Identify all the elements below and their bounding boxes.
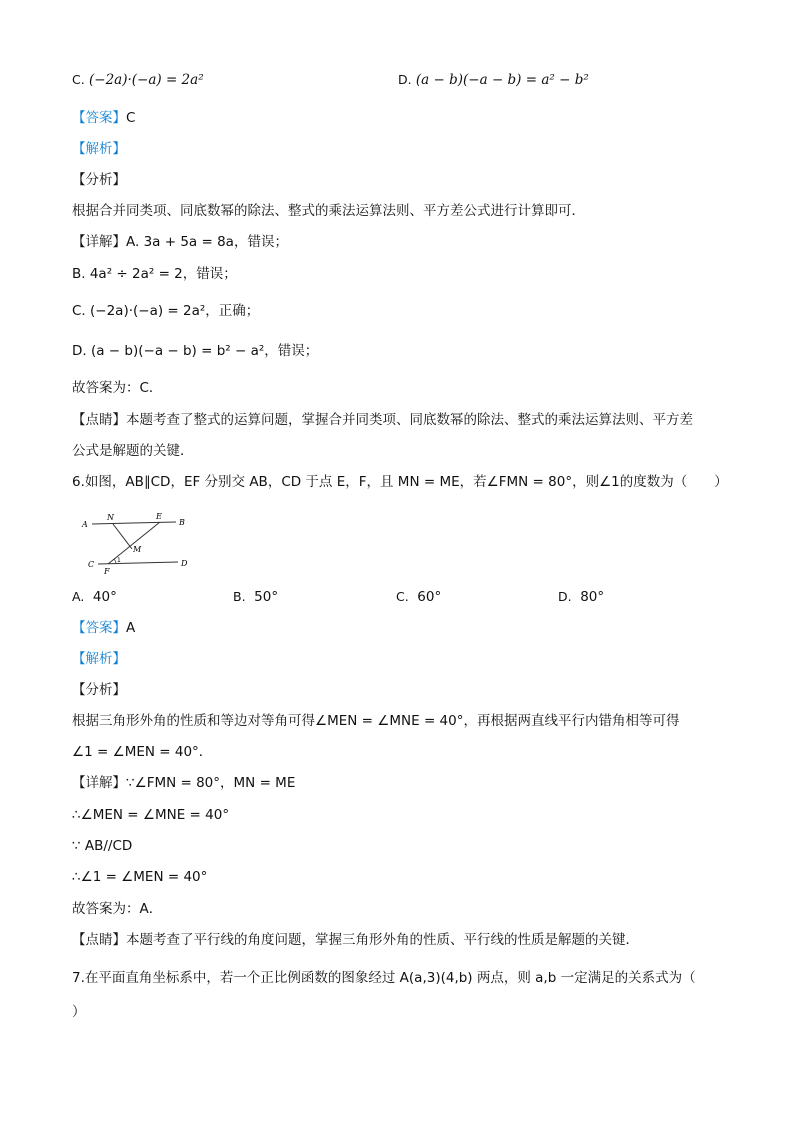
- label-b: B: [179, 518, 185, 527]
- answer-line: [72, 108, 135, 128]
- fenxi-tag: 【分析】: [72, 172, 126, 188]
- q6-option-a: A. 40°: [72, 589, 117, 605]
- line-ab: [92, 522, 176, 524]
- q6-answer-line: [72, 618, 135, 638]
- answer-tag: 【答案】: [72, 110, 126, 126]
- q6-detail-tag: 【详解】: [72, 775, 126, 791]
- line-mn: [113, 524, 132, 549]
- option-d-expr: (a − b)(−a − b) = a² − b²: [415, 72, 589, 88]
- q6-detail-2: ∴∠MEN = ∠MNE = 40°: [72, 807, 230, 823]
- q6-analysis-tag: 【解析】: [72, 651, 126, 667]
- q6-conclusion: 故答案为：A．: [72, 901, 163, 917]
- q6-option-b: B. 50°: [233, 589, 279, 605]
- label-a: A: [82, 520, 88, 529]
- q6-comment: 【点睛】本题考查了平行线的角度问题，掌握三角形外角的性质、平行线的性质是解题的关键．: [72, 932, 639, 948]
- option-c: [72, 70, 204, 90]
- q6-answer-tag: 【答案】: [72, 620, 126, 636]
- label-m: M: [133, 545, 142, 554]
- question-7-stem-line-2: ）: [72, 1004, 86, 1020]
- comment-line-1: 【点睛】本题考查了整式的运算问题，掌握合并同类项、同底数幂的除法、整式的乘法运算法则、平方差: [72, 412, 693, 428]
- comment-tag: 【点睛】: [72, 412, 126, 428]
- q6-answer-value: A: [126, 620, 136, 636]
- label-d: D: [181, 559, 188, 568]
- label-c: C: [88, 560, 95, 569]
- label-f: F: [104, 567, 110, 575]
- label-angle-1: 1: [117, 557, 121, 564]
- q6-detail-1: 【详解】∵∠FMN = 80°，MN = ME: [72, 775, 296, 791]
- fenxi-text: 根据合并同类项、同底数幂的除法、整式的乘法运算法则、平方差公式进行计算即可．: [72, 203, 585, 219]
- q6-fenxi-line-1: 根据三角形外角的性质和等边对等角可得∠MEN = ∠MNE = 40°，再根据两直线平行内错角相等可得: [72, 713, 680, 729]
- answer-value: C: [126, 110, 136, 126]
- detail-a: 【详解】A. 3a + 5a = 8a，错误；: [72, 234, 288, 250]
- parallel-lines-figure: [80, 510, 190, 575]
- question-7-stem-line-1: 7.在平面直角坐标系中，若一个正比例函数的图象经过 A(a,3)(4,b) 两点，则 a,b 一定满足的关系式为（: [72, 970, 696, 986]
- detail-d: D. (a − b)(−a − b) = b² − a²，错误；: [72, 343, 319, 359]
- option-c-expr: (−2a)·(−a) = 2a²: [89, 72, 204, 88]
- question-6-stem: 6.如图，AB∥CD，EF 分别交 AB，CD 于点 E，F，且 MN = ME，若∠FMN = 80°，则∠1的度数为（ ）: [72, 474, 728, 490]
- q6-option-d: D. 80°: [558, 589, 605, 605]
- q6-detail-3: ∵ AB//CD: [72, 838, 133, 854]
- q6-fenxi-tag: 【分析】: [72, 682, 126, 698]
- analysis-tag: 【解析】: [72, 141, 126, 157]
- detail-b: B. 4a² ÷ 2a² = 2，错误；: [72, 266, 237, 282]
- option-c-label: C.: [72, 72, 85, 87]
- option-d: [398, 70, 589, 90]
- q6-comment-tag: 【点睛】: [72, 932, 126, 948]
- detail-tag: 【详解】: [72, 234, 126, 250]
- q6-fenxi-line-2: ∠1 = ∠MEN = 40°．: [72, 744, 213, 760]
- option-d-label: D.: [398, 72, 412, 87]
- detail-c: C. (−2a)·(−a) = 2a²，正确；: [72, 303, 260, 319]
- conclusion: 故答案为：C．: [72, 380, 163, 396]
- label-e: E: [156, 512, 162, 521]
- comment-line-2: 公式是解题的关键．: [72, 443, 194, 459]
- q6-detail-4: ∴∠1 = ∠MEN = 40°: [72, 869, 208, 885]
- q6-option-c: C. 60°: [396, 589, 442, 605]
- label-n: N: [107, 513, 114, 522]
